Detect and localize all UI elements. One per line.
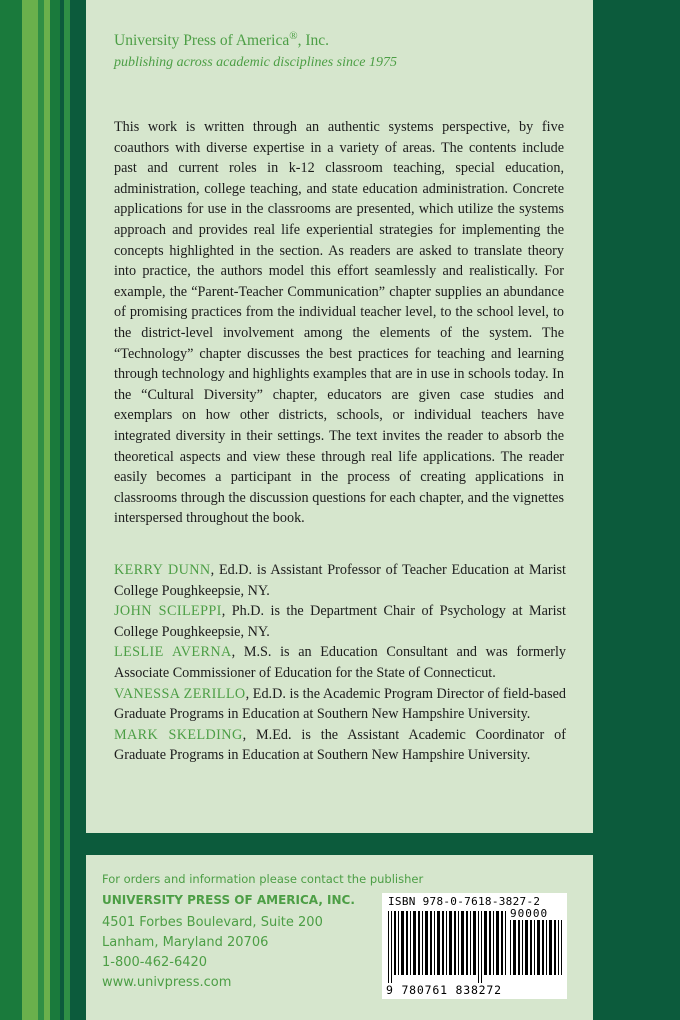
author-bio: LESLIE AVERNA, M.S. is an Education Consultant and was formerly Associate Commissioner of Education for the State of Connecticut. [114,644,567,681]
stripe-mid-green [64,0,70,1020]
barcode-bar [425,911,428,975]
barcode-bar [442,911,444,975]
barcode-bar [513,920,516,975]
author-bio: VANESSA ZERILLO, Ed.D. is the Academic Program Director of field-based Graduate Programs in Education at Southern New Hampshire University. [114,685,566,723]
barcode-bar [484,911,487,975]
press-name: UNIVERSITY PRESS OF AMERICA, INC. [102,893,355,907]
author-bio: JOHN SCILEPPI, Ph.D. is the Department Chair of Psychology at Marist College Poughkeepsie, NY. [114,603,567,640]
stripe-dark-green [50,0,60,1020]
barcode-bar [418,911,420,975]
barcode-bar [554,920,556,975]
stripe-light-green [22,0,38,1020]
barcode-bar [546,920,547,975]
publisher-footer [86,855,593,1020]
addon-barcode-bars [510,920,562,983]
author-bio: MARK SKELDING, M.Ed. is the Assistant Academic Coordinator of Graduate Programs in Education at Southern New Hampshire University. [114,726,566,764]
barcode-bar [458,911,459,975]
barcode-bar [510,920,511,975]
ean-number: 9 780761 838272 [386,983,502,997]
author-bios [114,560,566,766]
barcode-bar [437,911,440,975]
barcode-bar [470,911,471,975]
barcode-bar [522,920,523,975]
book-description: This work is written through an authentic systems perspective, by five coauthors with diverse expertise in a variety of areas. The contents include past and current roles in k-12 classroom teaching, special education, administration, college teaching, and state education administration. Concrete applications for use in the classrooms are presented, which utilize the systems approach and provides real life experiential strategies for implementing the concepts highlighted in the section. As readers are asked to translate theory into practice, the authors model this effort seamlessly and realistically. For example, the “Parent-Teacher Communication” chapter supplies an abundance of promising practices from the individual teacher level, to the school level, to the district-level involvement among the elements of the system. The “Technology” chapter discusses the best practices for teaching and learning through technology and highlights examples that are in use in schools today. In the “Cultural Diversity” chapter, educators are given case studies and exemplars on how other districts, schools, or individual teachers have integrated diversity in their settings. The text invites the reader to absorb the theoretical aspects and view these through real life applications. The reader easily becomes a participant in the process of creating applications in classrooms through the discussion questions for each chapter, and the vignettes interspersed throughout the book. [114,119,564,527]
barcode-bar [537,920,540,975]
barcode-bar [430,911,432,975]
author-name: KERRY DUNN [114,562,211,578]
barcode-bar [542,920,544,975]
barcode-bar [466,911,468,975]
barcode-bar [561,920,562,975]
author-name: VANESSA ZERILLO [114,685,246,702]
barcode-bar [481,911,482,983]
barcode-bar [534,920,535,975]
barcode-bar [406,911,408,975]
barcode-bar [518,920,520,975]
back-cover-panel [86,0,593,833]
author-name: LESLIE AVERNA [114,644,232,661]
barcode-bar [401,911,404,975]
barcode-bar [496,911,499,975]
barcode-bar [413,911,416,975]
author-name: MARK SKELDING [114,726,243,743]
barcode-bar [422,911,423,975]
barcode-bar [394,911,396,975]
barcode-bar [501,911,503,975]
barcode-bar [505,911,506,975]
barcode-bar [388,911,389,983]
author-bio: KERRY DUNN, Ed.D. is Assistant Professor of Teacher Education at Marist College Poughkeepsie, NY. [114,562,566,599]
barcode-bar [410,911,411,975]
barcode-bar [446,911,447,975]
address-line: 4501 Forbes Boulevard, Suite 200 [102,915,323,930]
barcode-bar [525,920,528,975]
barcode-bar [391,911,392,983]
author-name: JOHN SCILEPPI [114,603,222,620]
ean-barcode-bars [388,911,506,983]
address-line: Lanham, Maryland 20706 [102,935,269,950]
isbn-barcode [382,893,567,999]
barcode-bar [493,911,494,975]
barcode-bar [434,911,435,975]
website-link[interactable]: www.univpress.com [102,975,232,990]
stripe-dark-green [0,0,22,1020]
contact-line: For orders and information please contact the publisher [102,872,424,886]
publisher-tagline: publishing across academic disciplines since 1975 [114,55,397,70]
barcode-bar [549,920,552,975]
barcode-bar [473,911,476,975]
publisher-name: University Press of America®, Inc. [114,30,329,50]
phone-number: 1-800-462-6420 [102,955,208,970]
addon-number: 90000 [510,907,549,920]
barcode-bar [461,911,464,975]
isbn-label: ISBN 978-0-7618-3827-2 [388,895,541,908]
barcode-bar [478,911,479,983]
barcode-bar [454,911,456,975]
barcode-bar [489,911,491,975]
barcode-bar [558,920,559,975]
barcode-bar [449,911,452,975]
barcode-bar [398,911,399,975]
barcode-bar [530,920,532,975]
